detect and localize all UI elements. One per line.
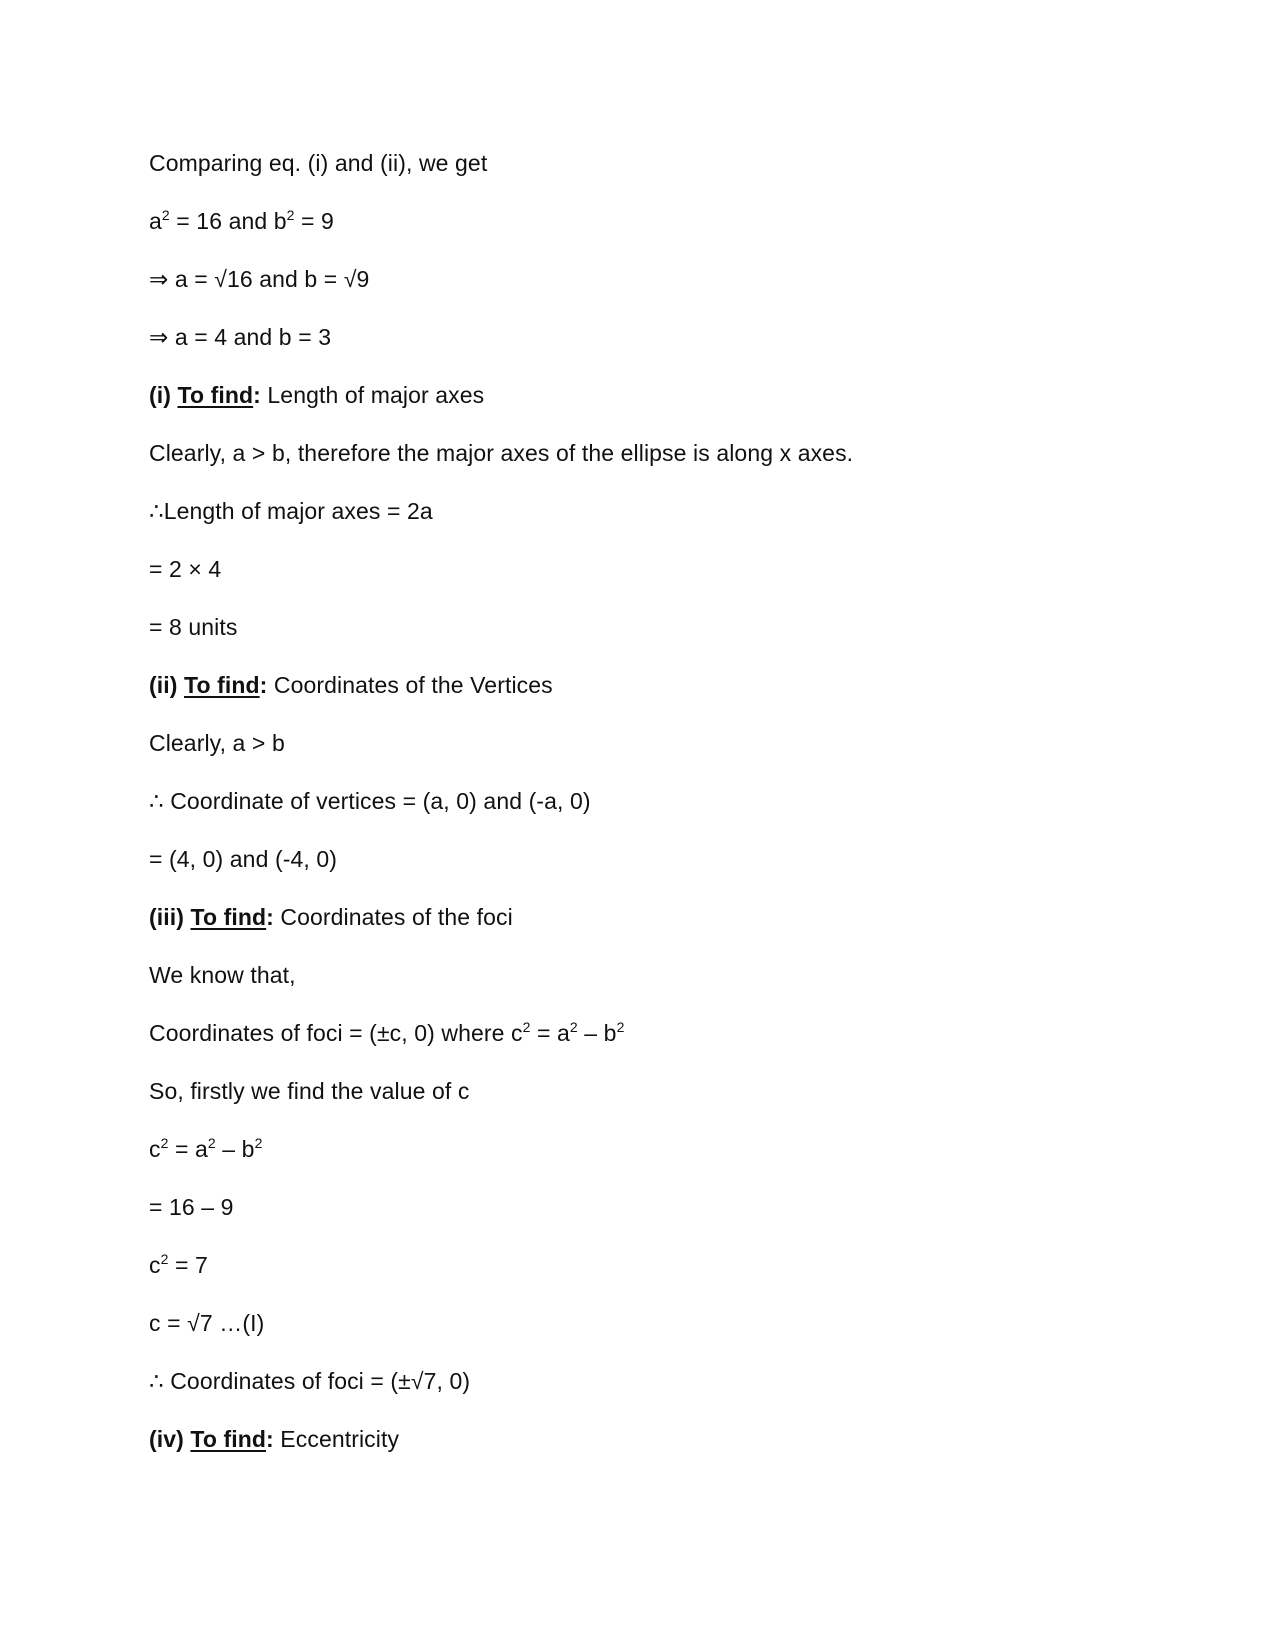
- math-text: = a: [168, 1136, 208, 1162]
- heading-text: Coordinates of the Vertices: [267, 672, 553, 698]
- superscript: 2: [160, 1251, 169, 1267]
- heading-number: (ii): [149, 672, 178, 698]
- heading-text: Length of major axes: [260, 382, 485, 408]
- heading-number: (iv): [149, 1426, 184, 1452]
- text-line: = (4, 0) and (-4, 0): [149, 846, 337, 872]
- heading-text: Eccentricity: [273, 1426, 400, 1452]
- text-line: ∴Length of major axes = 2a: [149, 498, 433, 524]
- superscript: 2: [286, 207, 295, 223]
- math-text: c: [149, 1252, 161, 1278]
- section-heading: (iii) To find: Coordinates of the foci: [149, 904, 513, 930]
- heading-number: (i): [149, 382, 172, 408]
- text-line: ∴ Coordinates of foci = (±√7, 0): [149, 1368, 471, 1394]
- section-heading: (i) To find: Length of major axes: [149, 382, 485, 408]
- text-line: ⇒ a = 4 and b = 3: [149, 324, 332, 350]
- text-line: c = √7 …(I): [149, 1310, 265, 1336]
- superscript: 2: [616, 1019, 625, 1035]
- text-line: = 2 × 4: [149, 556, 222, 582]
- heading-text: Coordinates of the foci: [273, 904, 513, 930]
- heading-to-find: To find: [184, 672, 260, 698]
- superscript: 2: [161, 207, 170, 223]
- superscript: 2: [254, 1135, 263, 1151]
- heading-to-find: To find: [190, 904, 267, 930]
- math-text: = 7: [168, 1252, 208, 1278]
- math-text: a: [149, 208, 162, 234]
- text-line: Comparing eq. (i) and (ii), we get: [149, 150, 488, 176]
- section-heading: (ii) To find: Coordinates of the Vertices: [149, 672, 553, 698]
- document-content: [149, 140, 1149, 1474]
- text-line: Clearly, a > b: [149, 730, 285, 756]
- section-heading: (iv) To find: Eccentricity: [149, 1426, 400, 1452]
- text-line: = 16 – 9: [149, 1194, 234, 1220]
- math-line: [149, 1126, 1149, 1184]
- text-line: So, firstly we find the value of c: [149, 1078, 470, 1104]
- heading-to-find: To find: [177, 382, 254, 408]
- math-text: = 9: [294, 208, 334, 234]
- math-text: c: [149, 1136, 161, 1162]
- text-line: Clearly, a > b, therefore the major axes of the ellipse is along x axes.: [149, 440, 854, 466]
- math-text: – b: [215, 1136, 255, 1162]
- superscript: 2: [569, 1019, 578, 1035]
- text-line: ⇒ a = √16 and b = √9: [149, 266, 370, 292]
- math-line: [149, 198, 1149, 256]
- math-text: = a: [530, 1020, 570, 1046]
- math-text: Coordinates of foci = (±c, 0) where c: [149, 1020, 523, 1046]
- superscript: 2: [207, 1135, 216, 1151]
- math-line: [149, 1242, 1149, 1300]
- math-text: – b: [577, 1020, 617, 1046]
- math-text: = 16 and b: [169, 208, 287, 234]
- heading-to-find: To find: [190, 1426, 267, 1452]
- superscript: 2: [160, 1135, 169, 1151]
- superscript: 2: [522, 1019, 531, 1035]
- text-line: We know that,: [149, 962, 296, 988]
- heading-number: (iii): [149, 904, 184, 930]
- math-line: [149, 1010, 1149, 1068]
- text-line: = 8 units: [149, 614, 238, 640]
- text-line: ∴ Coordinate of vertices = (a, 0) and (-a, 0): [149, 788, 591, 814]
